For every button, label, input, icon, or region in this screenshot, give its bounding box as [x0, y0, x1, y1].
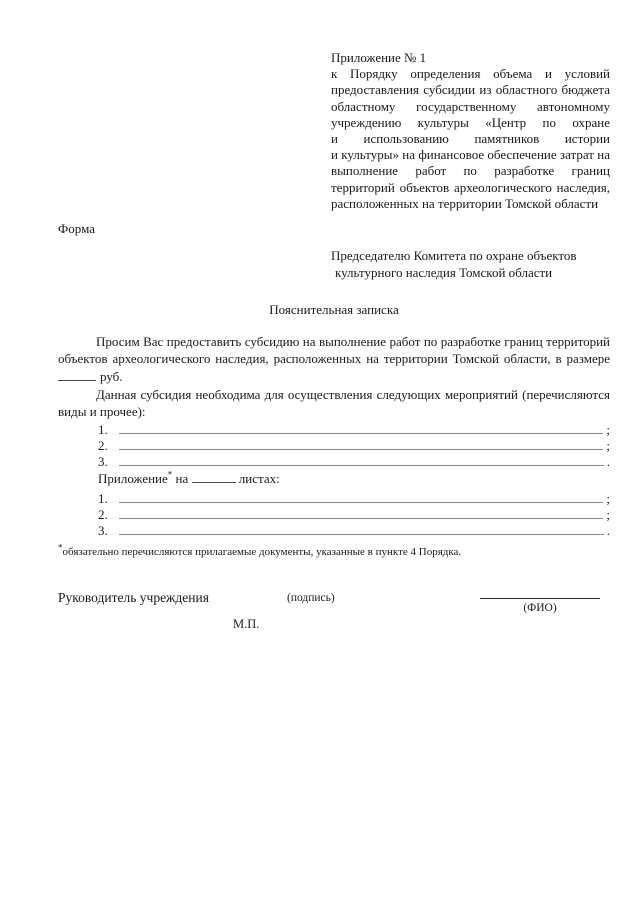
name-signature-area — [480, 585, 600, 615]
signature-caption: (подпись) — [287, 591, 335, 604]
request-paragraph-line: Просим Вас предоставить субсидию на выполнение работ по разработке границ территорий — [96, 334, 610, 350]
footnote-marker: * — [167, 470, 173, 481]
addressee-line: культурного наследия Томской области — [335, 264, 553, 280]
fill-in-line[interactable] — [119, 452, 604, 466]
appendix-header-line: к Порядку определения объема и условий — [331, 66, 610, 82]
request-paragraph-line: объектов археологического наследия, расположенных на территории Томской области, в размере — [58, 351, 610, 367]
form-label: Форма — [58, 221, 95, 237]
appendix-header-line: предоставления субсидии из областного бюджета — [331, 82, 610, 98]
appendix-header — [331, 50, 610, 212]
list-item — [98, 452, 610, 468]
list-item — [98, 521, 610, 537]
list-item-punctuation: . — [606, 523, 610, 539]
list-item-number: 2. — [98, 437, 108, 453]
stamp-placeholder: М.П. — [233, 616, 260, 631]
footnote-marker: * — [58, 542, 63, 553]
fill-in-line[interactable] — [119, 505, 603, 519]
footnote — [58, 542, 610, 559]
addressee-block — [331, 248, 610, 281]
list-item — [98, 420, 610, 436]
fill-in-line[interactable] — [119, 420, 603, 434]
list-item — [98, 505, 610, 521]
attachment-line — [98, 469, 610, 487]
amount-line — [58, 367, 610, 385]
appendix-header-line: Приложение № 1 — [331, 50, 427, 65]
signatory-role-label: Руководитель учреждения — [58, 589, 209, 605]
fill-in-line[interactable] — [119, 436, 603, 450]
name-caption: (ФИО) — [523, 601, 557, 614]
appendix-header-line: расположенных на территории Томской области — [331, 195, 599, 211]
list-item-number: 3. — [98, 453, 108, 469]
activities-list — [98, 420, 610, 467]
list-item — [98, 489, 610, 505]
list-item-punctuation: ; — [606, 507, 610, 523]
fill-in-line[interactable] — [119, 521, 604, 535]
appendix-header-line: учреждению культуры «Центр по охране — [331, 114, 610, 130]
name-fill-line[interactable] — [480, 585, 600, 599]
appendix-header-line: и культуры» на финансовое обеспечение затрат на — [331, 147, 610, 163]
addressee-line: Председателю Комитета по охране объектов — [331, 248, 577, 264]
appendix-header-line: областному государственному автономному — [331, 98, 610, 114]
list-item-punctuation: . — [606, 453, 610, 469]
amount-blank-field[interactable] — [58, 367, 96, 381]
list-item-punctuation: ; — [606, 491, 610, 507]
list-item-number: 1. — [98, 491, 108, 507]
document-title: Пояснительная записка — [269, 302, 399, 318]
list-item-punctuation: ; — [606, 422, 610, 438]
fill-in-line[interactable] — [119, 489, 603, 503]
purpose-paragraph-line: виды и прочее): — [58, 403, 146, 419]
attachments-list — [98, 489, 610, 539]
list-item-number: 1. — [98, 422, 108, 438]
purpose-paragraph-line: Данная субсидия необходима для осуществления следующих мероприятий (перечисляются — [96, 386, 610, 402]
list-item-number: 3. — [98, 523, 108, 539]
sheets-label: листах: — [238, 471, 280, 487]
sheets-count-field[interactable] — [192, 469, 236, 483]
list-item — [98, 436, 610, 452]
attachment-preposition: на — [175, 471, 189, 487]
appendix-header-line: и использованию памятников истории — [331, 131, 610, 147]
attachment-label: Приложение — [98, 471, 168, 487]
footnote-text: обязательно перечисляются прилагаемые документы, указанные в пункте 4 Порядка. — [62, 545, 462, 558]
appendix-header-line: территорий объектов археологического наследия, — [331, 179, 610, 195]
request-paragraph — [58, 333, 610, 386]
appendix-header-line: выполнение работ по разработке границ — [331, 163, 610, 179]
purpose-paragraph — [58, 386, 610, 420]
list-item-punctuation: ; — [606, 437, 610, 453]
signature-block — [58, 590, 610, 650]
list-item-number: 2. — [98, 507, 108, 523]
currency-label: руб. — [100, 369, 123, 385]
